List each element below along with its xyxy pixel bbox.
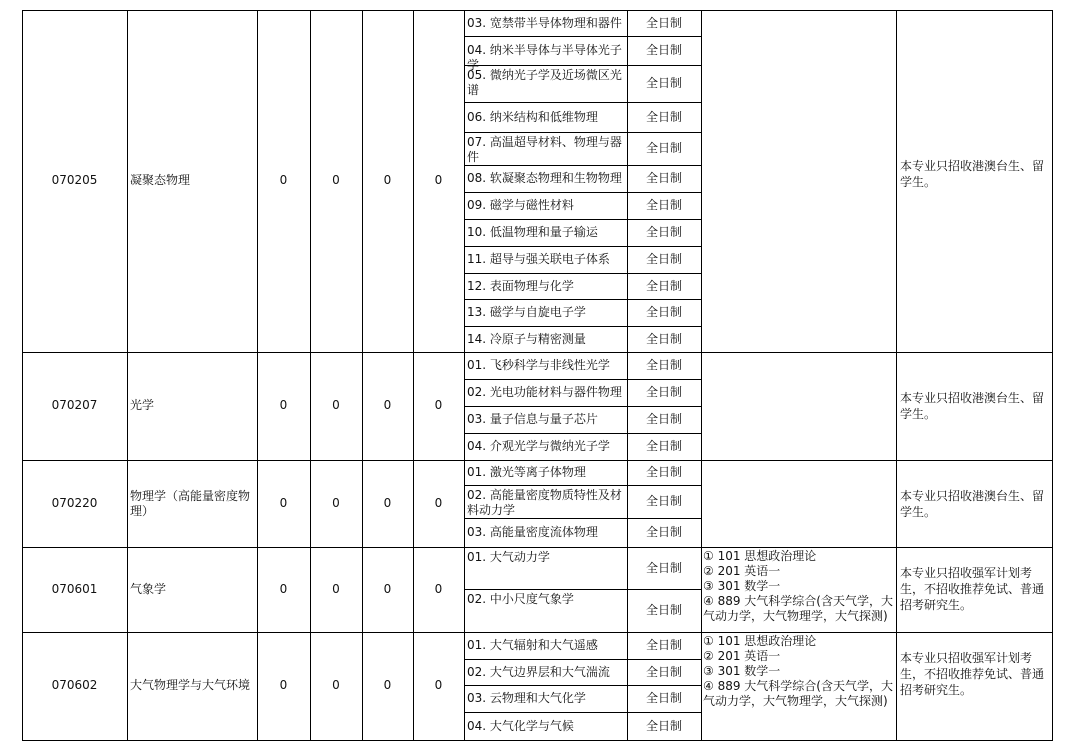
exam-subject: ④ 889 大气科学综合(含天气学，大气动力学，大气物理学，大气探测) [703, 679, 893, 708]
quota-value: 0 [279, 678, 288, 692]
grid-line [22, 632, 1053, 633]
major-code: 070602 [51, 678, 98, 692]
quota-value: 0 [279, 398, 288, 412]
grid-line [464, 219, 702, 220]
research-direction: 01. 飞秒科学与非线性光学 [467, 358, 610, 372]
quota-value: 0 [434, 495, 443, 510]
quota-value: 0 [279, 495, 288, 510]
quota-value: 0 [332, 398, 340, 412]
quota-value: 0 [332, 678, 340, 692]
research-direction: 03. 云物理和大气化学 [467, 691, 586, 705]
research-direction: 12. 表面物理与化学 [467, 278, 574, 293]
research-direction: 10. 低温物理和量子输运 [467, 225, 598, 239]
exam-subjects [703, 634, 894, 709]
quota-value: 0 [383, 398, 392, 412]
quota-value: 0 [434, 398, 443, 412]
research-direction: 05. 微纳光子学及近场微区光谱 [467, 68, 622, 97]
study-mode: 全日制 [645, 664, 682, 679]
major-code: 070207 [51, 398, 98, 412]
study-mode: 全日制 [645, 43, 682, 57]
research-direction: 01. 大气动力学 [467, 550, 550, 564]
grid-line [464, 406, 702, 407]
grid-line [464, 589, 702, 590]
study-mode: 全日制 [645, 225, 682, 239]
major-name: 光学 [130, 398, 155, 412]
research-direction: 03. 量子信息与量子芯片 [467, 412, 598, 426]
study-mode: 全日制 [645, 718, 682, 733]
grid-line [22, 740, 1053, 741]
research-direction: 08. 软凝聚态物理和生物物理 [467, 171, 622, 185]
research-direction: 04. 纳米半导体与半导体光子学 [467, 43, 622, 72]
study-mode: 全日制 [645, 76, 682, 90]
grid-line [22, 547, 1053, 548]
grid-line [464, 518, 702, 519]
study-mode: 全日制 [645, 331, 682, 346]
quota-value: 0 [383, 173, 392, 187]
quota-value: 0 [434, 678, 443, 692]
research-direction: 02. 大气边界层和大气湍流 [467, 664, 610, 679]
research-direction: 02. 中小尺度气象学 [467, 592, 574, 606]
major-name: 气象学 [130, 581, 167, 596]
admission-note: 本专业只招收港澳台生、留学生。 [900, 159, 1045, 189]
grid-line [464, 299, 702, 300]
grid-line [22, 460, 1053, 461]
admission-note: 本专业只招收港澳台生、留学生。 [900, 488, 1045, 519]
study-mode: 全日制 [645, 603, 682, 617]
grid-line [464, 246, 702, 247]
study-mode: 全日制 [645, 412, 682, 426]
quota-value: 0 [332, 581, 340, 596]
major-name: 凝聚态物理 [130, 173, 191, 187]
exam-subject: ② 201 英语一 [703, 649, 781, 663]
grid-line [464, 659, 702, 660]
grid-line [464, 485, 702, 486]
study-mode: 全日制 [645, 465, 682, 479]
major-name: 物理学（高能量密度物理） [130, 488, 251, 518]
major-code: 070601 [51, 581, 98, 596]
research-direction: 01. 激光等离子体物理 [467, 465, 586, 479]
research-direction: 01. 大气辐射和大气遥感 [467, 638, 598, 652]
exam-subject: ④ 889 大气科学综合(含天气学，大气动力学，大气物理学，大气探测) [703, 594, 893, 623]
grid-line [464, 102, 702, 103]
exam-subject: ③ 301 数学一 [703, 664, 781, 678]
study-mode: 全日制 [645, 439, 682, 453]
quota-value: 0 [279, 581, 288, 596]
research-direction: 06. 纳米结构和低维物理 [467, 109, 598, 124]
grid-line [464, 433, 702, 434]
study-mode: 全日制 [645, 278, 682, 293]
exam-subject: ① 101 思想政治理论 [703, 634, 817, 648]
quota-value: 0 [434, 581, 443, 596]
study-mode: 全日制 [645, 691, 682, 705]
study-mode: 全日制 [645, 171, 682, 185]
study-mode: 全日制 [645, 494, 682, 508]
quota-value: 0 [383, 678, 392, 692]
major-code: 070205 [51, 173, 98, 187]
quota-value: 0 [279, 173, 288, 187]
research-direction: 03. 高能量密度流体物理 [467, 525, 598, 539]
quota-value: 0 [332, 495, 340, 510]
research-direction: 07. 高温超导材料、物理与器件 [467, 135, 622, 164]
admission-note: 本专业只招收港澳台生、留学生。 [900, 391, 1045, 421]
grid-line [464, 685, 702, 686]
research-direction: 11. 超导与强关联电子体系 [467, 252, 610, 266]
study-mode: 全日制 [645, 358, 682, 372]
grid-line [464, 36, 702, 37]
quota-value: 0 [383, 581, 392, 596]
research-direction: 02. 光电功能材料与器件物理 [467, 385, 622, 399]
study-mode: 全日制 [645, 525, 682, 539]
major-name: 大气物理学与大气环境 [130, 678, 251, 692]
quota-value: 0 [434, 173, 443, 187]
grid-line [464, 379, 702, 380]
study-mode: 全日制 [645, 252, 682, 266]
major-code: 070220 [51, 495, 98, 510]
admission-note: 本专业只招收强军计划考生，不招收推荐免试、普通招考研究生。 [900, 566, 1045, 612]
study-mode: 全日制 [645, 15, 682, 30]
grid-line [22, 352, 1053, 353]
quota-value: 0 [332, 173, 340, 187]
study-mode: 全日制 [645, 385, 682, 399]
research-direction: 02. 高能量密度物质特性及材料动力学 [467, 488, 622, 517]
research-direction: 09. 磁学与磁性材料 [467, 198, 574, 212]
exam-subject: ③ 301 数学一 [703, 579, 781, 593]
exam-subject: ① 101 思想政治理论 [703, 549, 817, 563]
exam-subjects [703, 549, 894, 624]
research-direction: 04. 介观光学与微纳光子学 [467, 439, 610, 453]
grid-line [464, 326, 702, 327]
exam-subject: ② 201 英语一 [703, 564, 781, 578]
research-direction: 13. 磁学与自旋电子学 [467, 305, 586, 319]
study-mode: 全日制 [645, 198, 682, 212]
quota-value: 0 [383, 495, 392, 510]
admission-note: 本专业只招收强军计划考生，不招收推荐免试、普通招考研究生。 [900, 651, 1045, 697]
study-mode: 全日制 [645, 638, 682, 652]
research-direction: 03. 宽禁带半导体物理和器件 [467, 15, 622, 30]
study-mode: 全日制 [645, 305, 682, 319]
grid-line [464, 712, 702, 713]
research-direction: 14. 冷原子与精密测量 [467, 331, 586, 346]
study-mode: 全日制 [645, 560, 682, 575]
grid-line [464, 165, 702, 166]
grid-line [22, 10, 1053, 11]
grid-line [464, 132, 702, 133]
grid-line [464, 192, 702, 193]
study-mode: 全日制 [645, 109, 682, 124]
research-direction: 04. 大气化学与气候 [467, 718, 574, 733]
grid-line [464, 273, 702, 274]
study-mode: 全日制 [645, 141, 682, 155]
